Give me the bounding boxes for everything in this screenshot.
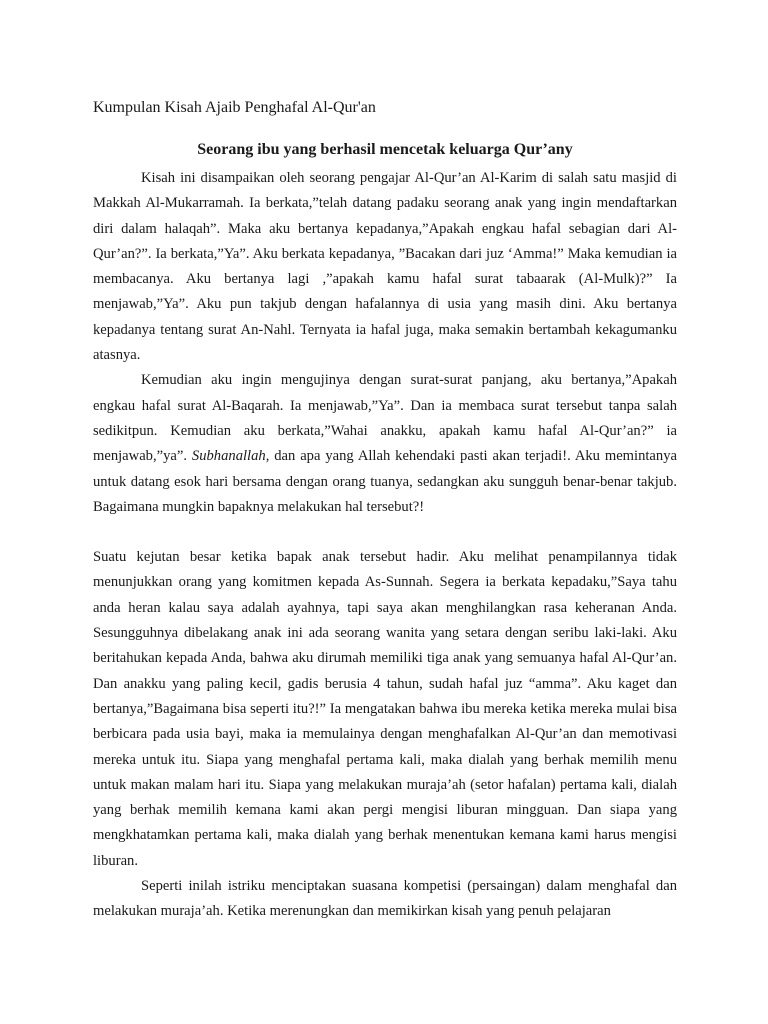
paragraph-2-italic-phrase: Subhanallah [191,448,266,465]
paragraph-1: Kisah ini disampaikan oleh seorang pengajar Al-Qur’an Al-Karim di salah satu masjid di Makkah Al-Mukarramah. Ia berkata,”telah datang padaku seorang anak yang ingin mendaftarkan diri dalam halaqah”. Maka aku bertanya kepadanya,”Apakah engkau hafal sebagian dari Al-Qur’an?”. Ia berkata,”Ya”. Aku berkata kepadanya, ”Bacakan dari juz ‘Amma!” Maka kemudian ia membacanya. Aku bertanya lagi ,”apakah kamu hafal surat tabaarak (Al-Mulk)?” Ia menjawab,”Ya”. Aku pun takjub dengan hafalannya di usia yang masih dini. Aku bertanya kepadanya tentang surat An-Nahl. Ternyata ia hafal juga, maka semakin bertambah kekagumanku atasnya. [93,170,677,364]
story-subtitle: Seorang ibu yang berhasil mencetak keluarga Qur’any [197,141,573,158]
paragraph-2-text-before: Kemudian aku ingin mengujinya dengan surat-surat panjang, aku bertanya,”Apakah engkau hafal surat Al-Baqarah. Ia menjawab,”Ya”. Dan ia membaca surat tersebut tanpa salah sedikitpun. Kemudian aku berkata,”Wahai anakku, apakah kamu hafal Al-Qur’an?” ia menjawab,”ya”. [93,372,677,465]
paragraph-gap [93,520,677,545]
document-page [93,98,677,925]
paragraph-4: Seperti inilah istriku menciptakan suasana kompetisi (persaingan) dalam menghafal dan melakukan muraja’ah. Ketika merenungkan dan memikirkan kisah yang penuh pelajaran [93,878,677,920]
paragraph-2 [93,368,677,520]
paragraph-3: Suatu kejutan besar ketika bapak anak tersebut hadir. Aku melihat penampilannya tidak menunjukkan orang yang komitmen kepada As-Sunnah. Segera ia berkata kepadaku,”Saya tahu anda heran kalau saya adalah ayahnya, tapi saya akan menghilangkan rasa keheranan Anda. Sesungguhnya dibelakang anak ini ada seorang wanita yang setara dengan seribu laki-laki. Aku beritahukan kepada Anda, bahwa aku dirumah memiliki tiga anak yang semuanya hafal Al-Qur’an. Dan anakku yang paling kecil, gadis berusia 4 tahun, sudah hafal juz “amma”. Aku kaget dan bertanya,”Bagaimana bisa seperti itu?!” Ia mengatakan bahwa ibu mereka ketika mereka mulai bisa berbicara pada usia bayi, maka ia memulainya dengan menghafalkan Al-Qur’an dan memotivasi mereka untuk itu. Siapa yang menghafal pertama kali, maka dialah yang berhak memilih menu untuk makan malam hari itu. Siapa yang melakukan muraja’ah (setor hafalan) pertama kali, dialah yang berhak memilih kemana kami akan pergi mengisi liburan mingguan. Dan siapa yang mengkhatamkan pertama kali, maka dialah yang berhak menentukan kemana kami harus mengisi liburan. [93,549,677,869]
document-title: Kumpulan Kisah Ajaib Penghafal Al-Qur'an [93,99,376,116]
paragraph-2-text-after: , dan apa yang Allah kehendaki pasti akan terjadi!. Aku memintanya untuk datang esok hari bersama dengan orang tuanya, sedangkan aku sungguh benar-benar takjub. Bagaimana mungkin bapaknya melakukan hal tersebut?! [93,448,677,515]
